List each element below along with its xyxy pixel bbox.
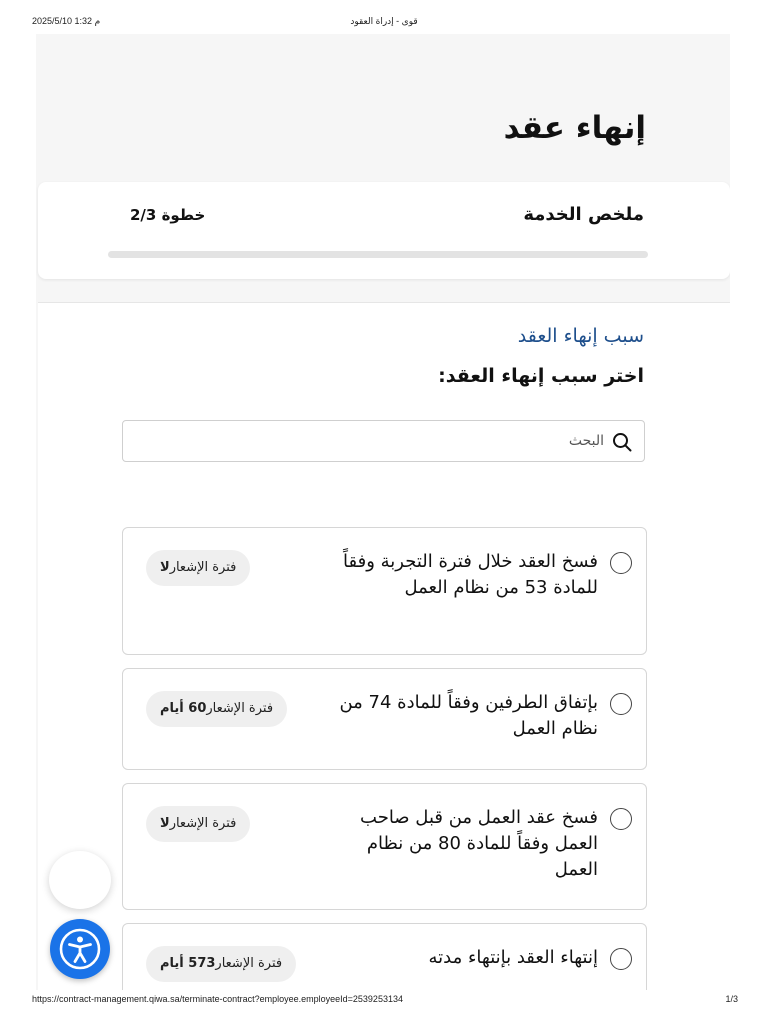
print-page-number: 1/3 [725, 994, 738, 1004]
option-label: بإتفاق الطرفين وفقاً للمادة 74 من نظام العمل [339, 692, 598, 739]
accessibility-icon [55, 924, 105, 974]
floating-chat-button[interactable] [49, 851, 111, 909]
reason-option-article-74[interactable] [122, 668, 647, 770]
search-input[interactable] [164, 421, 604, 461]
notice-label: فترة الإشعار [169, 560, 237, 575]
notice-value: لا [160, 560, 170, 575]
search-box [122, 420, 645, 462]
option-label: إنتهاء العقد بإنتهاء مدته [428, 947, 598, 968]
notice-period-badge [146, 806, 250, 842]
progress-bar [108, 251, 648, 258]
option-label: فسخ عقد العمل من قبل صاحب العمل وفقاً للمادة 80 من نظام العمل [360, 807, 598, 880]
option-label: فسخ العقد خلال فترة التجربة وفقاً للمادة 53 من نظام العمل [343, 551, 598, 598]
radio-button[interactable] [610, 808, 632, 830]
notice-period-badge [146, 691, 287, 727]
termination-reason-card [38, 302, 730, 990]
search-icon [612, 432, 632, 452]
step-counter: خطوة 2/3 [130, 206, 206, 224]
step-card [38, 182, 730, 279]
section-title: سبب إنهاء العقد [517, 325, 644, 347]
notice-value: 60 أيام [160, 701, 207, 716]
reason-option-article-53[interactable] [122, 527, 647, 655]
notice-label: فترة الإشعار [206, 701, 274, 716]
reason-question: اختر سبب إنهاء العقد: [438, 365, 644, 387]
page-title: إنهاء عقد [503, 110, 646, 146]
notice-label: فترة الإشعار [169, 816, 237, 831]
radio-button[interactable] [610, 552, 632, 574]
reason-option-contract-expiry[interactable] [122, 923, 647, 990]
step-title: ملخص الخدمة [523, 204, 644, 225]
notice-label: فترة الإشعار [215, 956, 283, 971]
print-url: https://contract-management.qiwa.sa/terminate-contract?employee.employeeId=2539253134 [32, 994, 403, 1004]
notice-value: 573 أيام [160, 956, 216, 971]
page-container [36, 34, 730, 990]
reason-option-article-80[interactable] [122, 783, 647, 910]
radio-button[interactable] [610, 948, 632, 970]
notice-period-badge [146, 946, 296, 982]
notice-value: لا [160, 816, 170, 831]
print-footer [0, 994, 768, 1008]
print-header [0, 16, 768, 30]
notice-period-badge [146, 550, 250, 586]
radio-button[interactable] [610, 693, 632, 715]
print-title: قوى - إدراة العقود [350, 16, 418, 26]
print-datetime: 2025/5/10 1:32 م [32, 16, 101, 26]
accessibility-button[interactable] [50, 919, 110, 979]
